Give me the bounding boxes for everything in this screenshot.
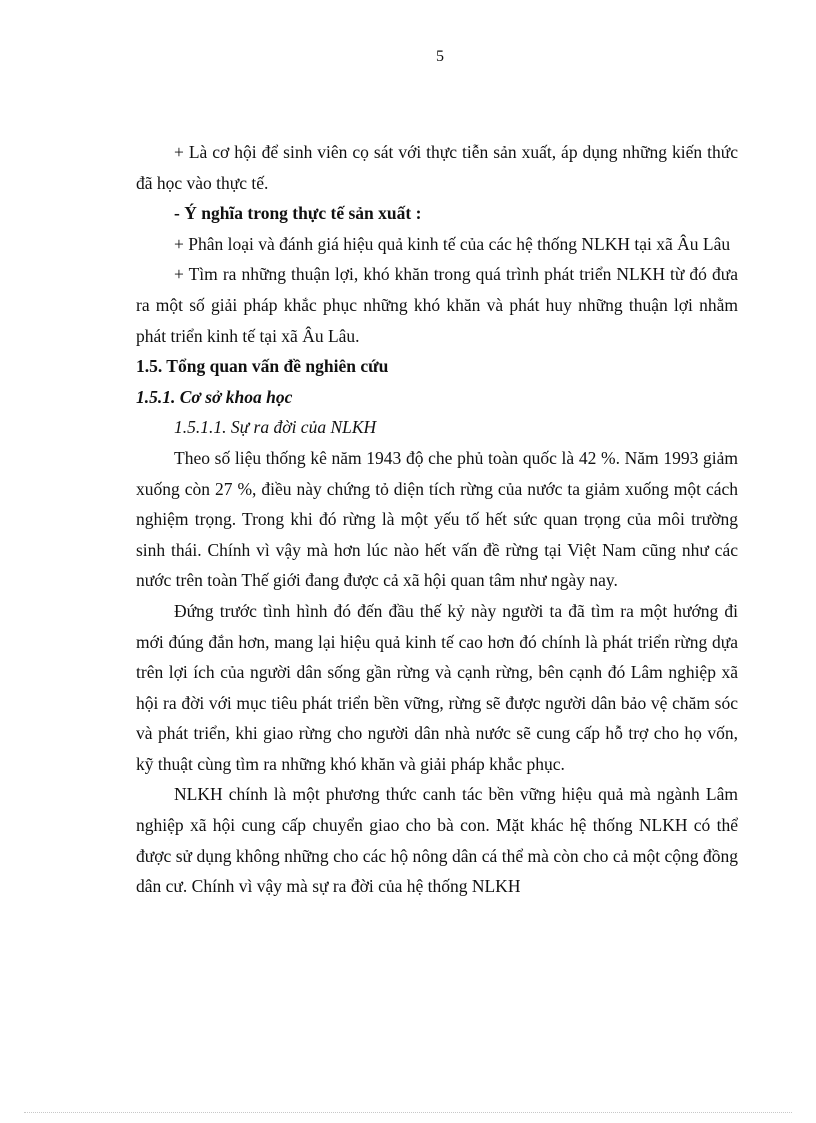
subsubsection-heading-1-5-1-1: 1.5.1.1. Sự ra đời của NLKH xyxy=(174,417,377,438)
footer-divider xyxy=(24,1112,792,1113)
section-heading-1-5: 1.5. Tổng quan vấn đề nghiên cứu xyxy=(136,356,389,377)
document-body xyxy=(136,137,738,902)
paragraph-nlkh-method: NLKH chính là một phương thức canh tác bền vững hiệu quả mà ngành Lâm nghiệp xã hội cung cấp chuyển giao cho bà con. Mặt khác hệ thống NLKH có thể được sử dụng không những cho các hộ nông dân cá thể mà còn cho cả một cộng đồng dân cư. Chính vì vậy mà sự ra đời của hệ thống NLKH xyxy=(136,784,738,897)
paragraph-forest-statistics: Theo số liệu thống kê năm 1943 độ che phủ toàn quốc là 42 %. Năm 1993 giảm xuống còn 27 %, điều này chứng tỏ diện tích rừng của nước ta giảm xuống một cách nghiệm trọng. Trong khi đó rừng là một yếu tố hết sức quan trọng của môi trường sinh thái. Chính vì vậy mà hơn lúc nào hết vấn đề rừng tại Việt Nam cũng như các nước trên toàn Thế giới đang được cả xã hội quan tâm như ngày nay. xyxy=(136,447,738,591)
page-number: 5 xyxy=(436,48,444,65)
paragraph-find-advantages: + Tìm ra những thuận lợi, khó khăn trong quá trình phát triển NLKH từ đó đưa ra một số giải pháp khắc phục những khó khăn và phát huy những thuận lợi nhằm phát triển kinh tế tại xã Âu Lâu. xyxy=(136,264,738,346)
paragraph-classify-evaluate: + Phân loại và đánh giá hiệu quả kinh tế của các hệ thống NLKH tại xã Âu Lâu xyxy=(174,233,731,254)
subsection-heading-1-5-1: 1.5.1. Cơ sở khoa học xyxy=(136,386,293,407)
paragraph-new-direction: Đứng trước tình hình đó đến đầu thế kỷ này người ta đã tìm ra một hướng đi mới đúng đắn hơn, mang lại hiệu quả kinh tế cao hơn đó chính là phát triển rừng dựa trên lợi ích của người dân sống gần rừng và cạnh rừng, bên cạnh đó Lâm nghiệp xã hội ra đời với mục tiêu phát triển bền vững, rừng sẽ được người dân bảo vệ chăm sóc và phát triển, khi giao rừng cho người dân nhà nước sẽ cung cấp hỗ trợ cho họ vốn, kỹ thuật cùng tìm ra những khó khăn và giải pháp khắc phục. xyxy=(136,600,738,774)
paragraph-student-opportunity: + Là cơ hội để sinh viên cọ sát với thực tiễn sản xuất, áp dụng những kiến thức đã học vào thực tế. xyxy=(136,142,738,193)
heading-practical-significance: - Ý nghĩa trong thực tế sản xuất : xyxy=(174,203,422,224)
